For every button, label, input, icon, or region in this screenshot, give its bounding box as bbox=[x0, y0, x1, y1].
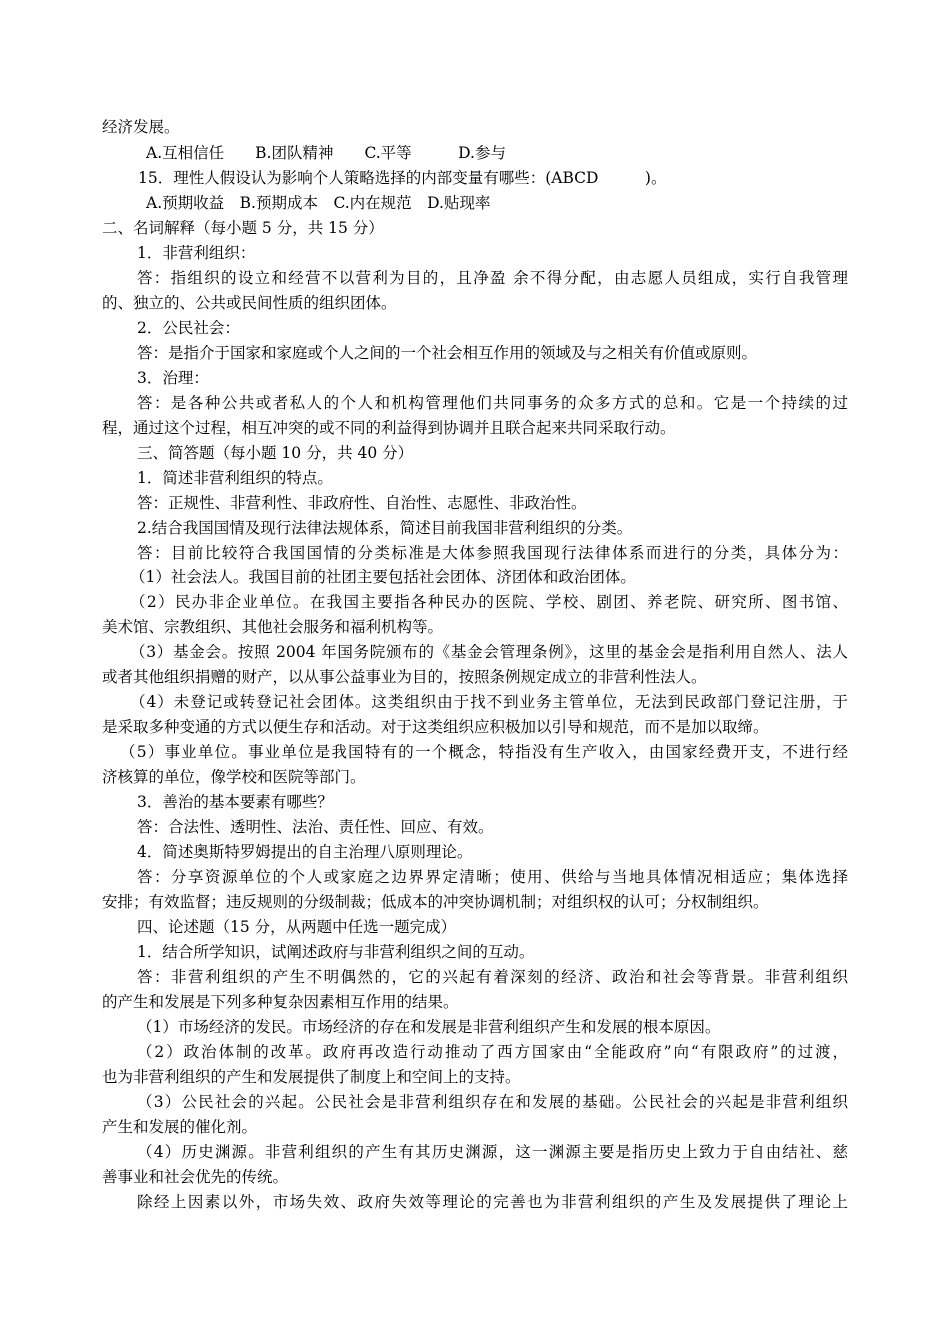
text-line: A.互相信任 B.团队精神 C.平等 D.参与 bbox=[146, 144, 506, 162]
text-line: （3）公民社会的兴起。公民社会是非营利组织存在和发展的基础。公民社会的兴起是非营利组织 bbox=[137, 1093, 848, 1111]
text-line: 3．善治的基本要素有哪些？ bbox=[137, 793, 333, 811]
text-line: 2.结合我国国情及现行法律法规体系，简述目前我国非营利组织的分类。 bbox=[137, 519, 633, 537]
text-line: 3．治理： bbox=[137, 369, 209, 387]
text-line: 除经上因素以外，市场失效、政府失效等理论的完善也为非营利组织的产生及发展提供了理论上 bbox=[137, 1193, 848, 1211]
text-line: （2）民办非企业单位。在我国主要指各种民办的医院、学校、剧团、养老院、研究所、图书馆、 bbox=[130, 593, 848, 611]
text-line: 安排；有效监督；违反规则的分级制裁；低成本的冲突协调机制；对组织权的认可；分权制组织。 bbox=[102, 893, 769, 911]
text-line: 答：非营利组织的产生不明偶然的，它的兴起有着深刻的经济、政治和社会等背景。非营利组织 bbox=[137, 968, 848, 986]
text-line: 1．简述非营利组织的特点。 bbox=[137, 469, 333, 487]
text-line: 答：分享资源单位的个人或家庭之边界界定清晰；使用、供给与当地具体情况相适应；集体选择 bbox=[137, 868, 848, 886]
text-line: 三、简答题（每小题 10 分，共 40 分） bbox=[137, 444, 414, 462]
text-line: 1．非营利组织： bbox=[137, 244, 256, 262]
text-line: （3）基金会。按照 2004 年国务院颁布的《基金会管理条例》，这里的基金会是指利用自然人、法人 bbox=[130, 643, 848, 661]
text-line: 2．公民社会： bbox=[137, 319, 240, 337]
text-line: 二、名词解释（每小题 5 分，共 15 分） bbox=[102, 219, 384, 237]
text-line: 程，通过这个过程，相互冲突的或不同的利益得到协调并且联合起来共同采取行动。 bbox=[102, 419, 676, 437]
text-line: 美术馆、宗教组织、其他社会服务和福利机构等。 bbox=[102, 618, 444, 636]
text-line: 答：是各种公共或者私人的个人和机构管理他们共同事务的众多方式的总和。它是一个持续的过 bbox=[137, 394, 848, 412]
text-line: 答：合法性、透明性、法治、责任性、回应、有效。 bbox=[137, 818, 494, 836]
text-line: 1．结合所学知识，试阐述政府与非营利组织之间的互动。 bbox=[137, 943, 535, 961]
text-line: 经济发展。 bbox=[102, 118, 180, 136]
text-line: 的产生和发展是下列多种复杂因素相互作用的结果。 bbox=[102, 993, 459, 1011]
text-line: （4）历史渊源。非营利组织的产生有其历史渊源，这一渊源主要是指历史上致力于自由结社、慈 bbox=[137, 1143, 848, 1161]
text-line: 四、论述题（15 分，从两题中任选一题完成） bbox=[137, 918, 457, 936]
text-line: （4）未登记或转登记社会团体。这类组织由于找不到业务主管单位，无法到民政部门登记注册，于 bbox=[130, 693, 848, 711]
text-line: 答：目前比较符合我国国情的分类标准是大体参照我国现行法律体系而进行的分类，具体分为： bbox=[137, 544, 848, 562]
text-line: （1）市场经济的发民。市场经济的存在和发展是非营利组织产生和发展的根本原因。 bbox=[137, 1018, 721, 1036]
text-line: （1）社会法人。我国目前的社团主要包括社会团体、济团体和政治团体。 bbox=[130, 568, 636, 586]
text-line: 15．理性人假设认为影响个人策略选择的内部变量有哪些：(ABCD )。 bbox=[138, 169, 667, 187]
text-line: A.预期收益 B.预期成本 C.内在规范 D.贴现率 bbox=[146, 194, 491, 212]
text-line: 济核算的单位，像学校和医院等部门。 bbox=[102, 768, 366, 786]
text-line: 或者其他组织捐赠的财产，以从事公益事业为目的，按照条例规定成立的非营利性法人。 bbox=[102, 668, 707, 686]
text-line: 答：是指介于国家和家庭或个人之间的一个社会相互作用的领域及与之相关有价值或原则。 bbox=[137, 344, 758, 362]
text-line: 也为非营利组织的产生和发展提供了制度上和空间上的支持。 bbox=[102, 1068, 521, 1086]
text-line: 答：正规性、非营利性、非政府性、自治性、志愿性、非政治性。 bbox=[137, 494, 587, 512]
text-line: 的、独立的、公共或民间性质的组织团体。 bbox=[102, 294, 397, 312]
text-line: 4．简述奥斯特罗姆提出的自主治理八原则理论。 bbox=[137, 843, 473, 861]
text-line: （5）事业单位。事业单位是我国特有的一个概念，特指没有生产收入，由国家经费开支，不进行经 bbox=[120, 743, 848, 761]
text-line: 产生和发展的催化剂。 bbox=[102, 1118, 258, 1136]
text-line: （2）政治体制的改革。政府再改造行动推动了西方国家由“全能政府”向“有限政府”的过渡， bbox=[137, 1043, 848, 1061]
text-line: 是采取多种变通的方式以便生存和活动。对于这类组织应积极加以引导和规范，而不是加以取缔。 bbox=[102, 718, 769, 736]
text-line: 答：指组织的设立和经营不以营利为目的，且净盈 余不得分配，由志愿人员组成，实行自我管理 bbox=[137, 269, 848, 287]
text-line: 善事业和社会优先的传统。 bbox=[102, 1168, 289, 1186]
